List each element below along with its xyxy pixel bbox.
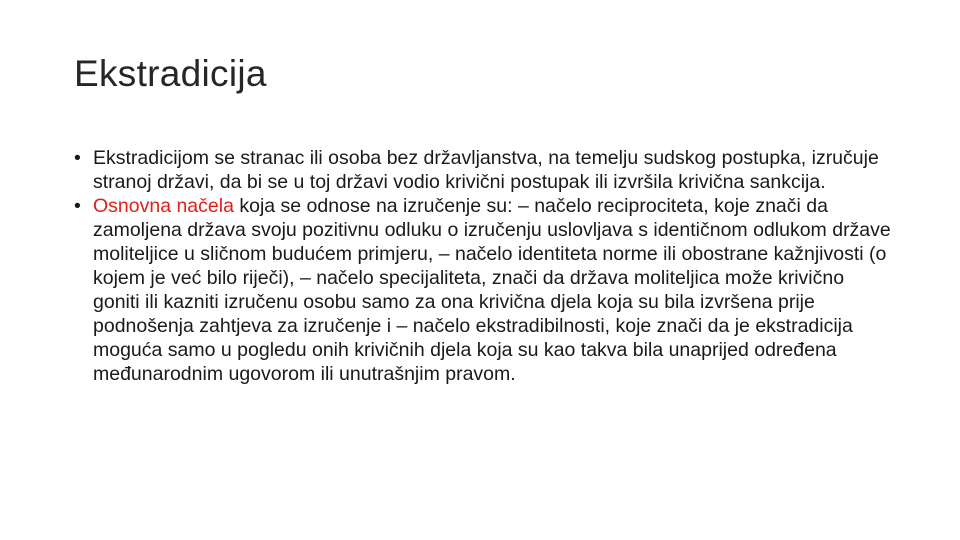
bullet-text: Ekstradicijom se stranac ili osoba bez državljanstva, na temelju sudskog postupka, izručuje stranoj državi, da bi se u toj državi vodio krivični postupak ili izvršila krivična sankcija.	[93, 147, 879, 193]
bullet-text: koja se odnose na izručenje su: – načelo reciprociteta, koje znači da zamoljena država svoju pozitivnu odluku o izručenju uslovljava s identičnom odlukom države moliteljice u sličnom budućem primjeru, – načelo identiteta norme ili obostrane kažnjivosti (o kojem je već bilo riječi), – načelo specijaliteta, znači da država moliteljica može krivično goniti ili kazniti izručenu osobu samo za ona krivična djela koja su bila izvršena prije podnošenja zahtjeva za izručenje i – načelo ekstradibilnosti, koje znači da je ekstradicija moguća samo u pogledu onih krivičnih djela koja su kao takva bila unaprijed određena međunarodnim ugovorom ili unutrašnjim pravom.	[93, 195, 891, 385]
bullet-icon: •	[74, 195, 81, 217]
bullet-highlight: Osnovna načela	[93, 195, 234, 217]
bullet-icon: •	[74, 147, 81, 169]
bullet-item-definition	[74, 146, 894, 194]
bullet-item-principles	[74, 194, 894, 386]
bullet-list	[74, 146, 894, 386]
slide-title: Ekstradicija	[74, 53, 267, 94]
